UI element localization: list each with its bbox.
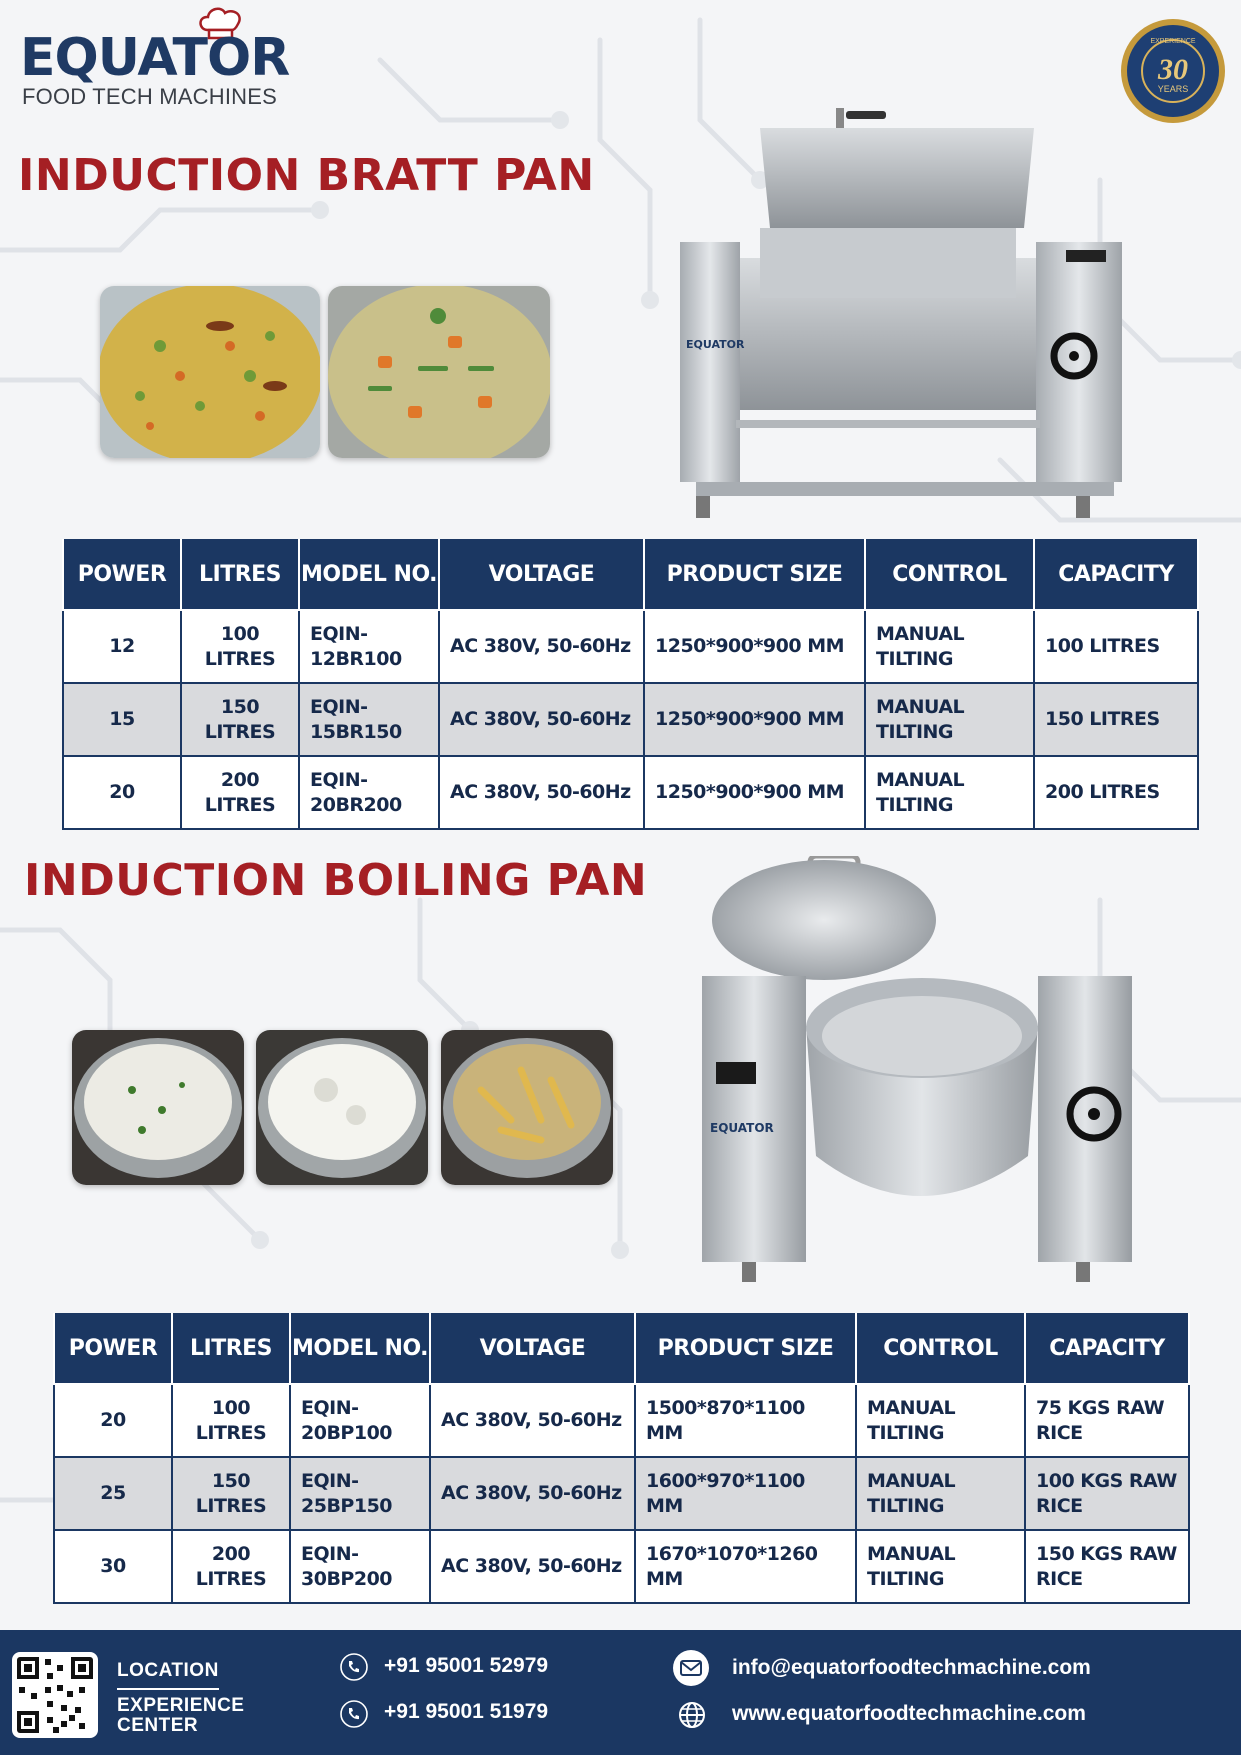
cell-litres: 150 LITRES [172,1457,290,1530]
cell-power: 15 [63,683,181,756]
cell-capacity: 75 KGS RAW RICE [1025,1384,1189,1457]
cell-capacity: 100 KGS RAW RICE [1025,1457,1189,1530]
cell-capacity: 200 LITRES [1034,756,1198,829]
cell-product-size: 1670*1070*1260 MM [635,1530,856,1603]
divider [117,1688,219,1690]
cell-litres: 100 LITRES [181,610,299,683]
header-control: CONTROL [856,1314,1025,1384]
cell-litres: 200 LITRES [181,756,299,829]
table-row [54,1530,1189,1603]
globe-icon [677,1700,707,1730]
qr-code[interactable] [12,1652,98,1738]
header-model-no: MODEL NO. [290,1314,430,1384]
cell-capacity: 100 LITRES [1034,610,1198,683]
cell-control: MANUAL TILTING [856,1530,1025,1603]
cell-control: MANUAL TILTING [865,610,1034,683]
header-litres: LITRES [181,540,299,610]
cell-capacity: 150 KGS RAW RICE [1025,1530,1189,1603]
phone-number-2[interactable]: +91 95001 51979 [384,1700,549,1723]
cell-voltage: AC 380V, 50-60Hz [430,1384,635,1457]
cell-power: 12 [63,610,181,683]
section-title-bratt-pan: INDUCTION BRATT PAN [18,150,595,201]
mail-icon [671,1648,711,1688]
header-product-size: PRODUCT SIZE [635,1314,856,1384]
phone-number-1[interactable]: +91 95001 52979 [384,1654,549,1677]
section-title-boiling-pan: INDUCTION BOILING PAN [24,855,648,906]
cell-product-size: 1600*970*1100 MM [635,1457,856,1530]
cell-litres: 150 LITRES [181,683,299,756]
cell-model-no: EQIN-12BR100 [299,610,439,683]
boiling-pan-spec-table [53,1313,1190,1604]
header-voltage: VOLTAGE [439,540,644,610]
website-url[interactable]: www.equatorfoodtechmachine.com [732,1702,1086,1725]
email-address[interactable]: info@equatorfoodtechmachine.com [732,1656,1091,1679]
cell-control: MANUAL TILTING [856,1384,1025,1457]
cell-model-no: EQIN-20BR200 [299,756,439,829]
table-header-row [54,1314,1189,1384]
bratt-pan-product-image [676,108,1124,520]
cell-power: 20 [63,756,181,829]
experience-badge [1114,16,1232,126]
cell-control: MANUAL TILTING [856,1457,1025,1530]
cell-product-size: 1500*870*1100 MM [635,1384,856,1457]
table-header-row [63,540,1198,610]
cell-control: MANUAL TILTING [865,683,1034,756]
food-photo-rice [72,1030,244,1185]
table-row [54,1457,1189,1530]
phone-icon [339,1699,369,1729]
cell-capacity: 150 LITRES [1034,683,1198,756]
cell-voltage: AC 380V, 50-60Hz [430,1457,635,1530]
cell-model-no: EQIN-15BR150 [299,683,439,756]
cell-power: 25 [54,1457,172,1530]
header-power: POWER [63,540,181,610]
cell-control: MANUAL TILTING [865,756,1034,829]
cell-product-size: 1250*900*900 MM [644,756,865,829]
bratt-pan-spec-table [62,539,1199,830]
table-row [54,1384,1189,1457]
cell-power: 20 [54,1384,172,1457]
table-row [63,610,1198,683]
boiling-pan-product-image [698,856,1132,1284]
experience-center-label[interactable]: EXPERIENCE CENTER [117,1695,245,1736]
cell-voltage: AC 380V, 50-60Hz [439,610,644,683]
brand-logo [20,6,290,110]
location-label[interactable]: LOCATION [117,1660,219,1681]
table-row [63,756,1198,829]
cell-voltage: AC 380V, 50-60Hz [439,683,644,756]
badge-number: 30 [1158,53,1188,86]
cell-power: 30 [54,1530,172,1603]
cell-voltage: AC 380V, 50-60Hz [430,1530,635,1603]
food-photo-vegetable-stew [328,286,550,458]
phone-icon [339,1652,369,1682]
brand-name: EQUATOR [20,28,290,88]
header-litres: LITRES [172,1314,290,1384]
cell-model-no: EQIN-30BP200 [290,1530,430,1603]
table-row [63,683,1198,756]
header-capacity: CAPACITY [1034,540,1198,610]
header-product-size: PRODUCT SIZE [644,540,865,610]
header-model-no: MODEL NO. [299,540,439,610]
header-voltage: VOLTAGE [430,1314,635,1384]
food-photo-pasta [441,1030,613,1185]
header-power: POWER [54,1314,172,1384]
contact-footer [0,1630,1241,1755]
cell-product-size: 1250*900*900 MM [644,683,865,756]
cell-voltage: AC 380V, 50-60Hz [439,756,644,829]
header-control: CONTROL [865,540,1034,610]
cell-product-size: 1250*900*900 MM [644,610,865,683]
badge-ring-text: EXPERIENCE [1150,38,1196,45]
cell-model-no: EQIN-20BP100 [290,1384,430,1457]
header-capacity: CAPACITY [1025,1314,1189,1384]
product-brand-plate: EQUATOR [686,338,745,351]
food-photo-boiling-milk [256,1030,428,1185]
food-photo-upma [100,286,320,458]
product-brand-plate-2: EQUATOR [710,1121,774,1135]
badge-text: YEARS [1157,84,1189,94]
brand-tagline: FOOD TECH MACHINES [22,84,277,109]
cell-model-no: EQIN-25BP150 [290,1457,430,1530]
cell-litres: 100 LITRES [172,1384,290,1457]
cell-litres: 200 LITRES [172,1530,290,1603]
